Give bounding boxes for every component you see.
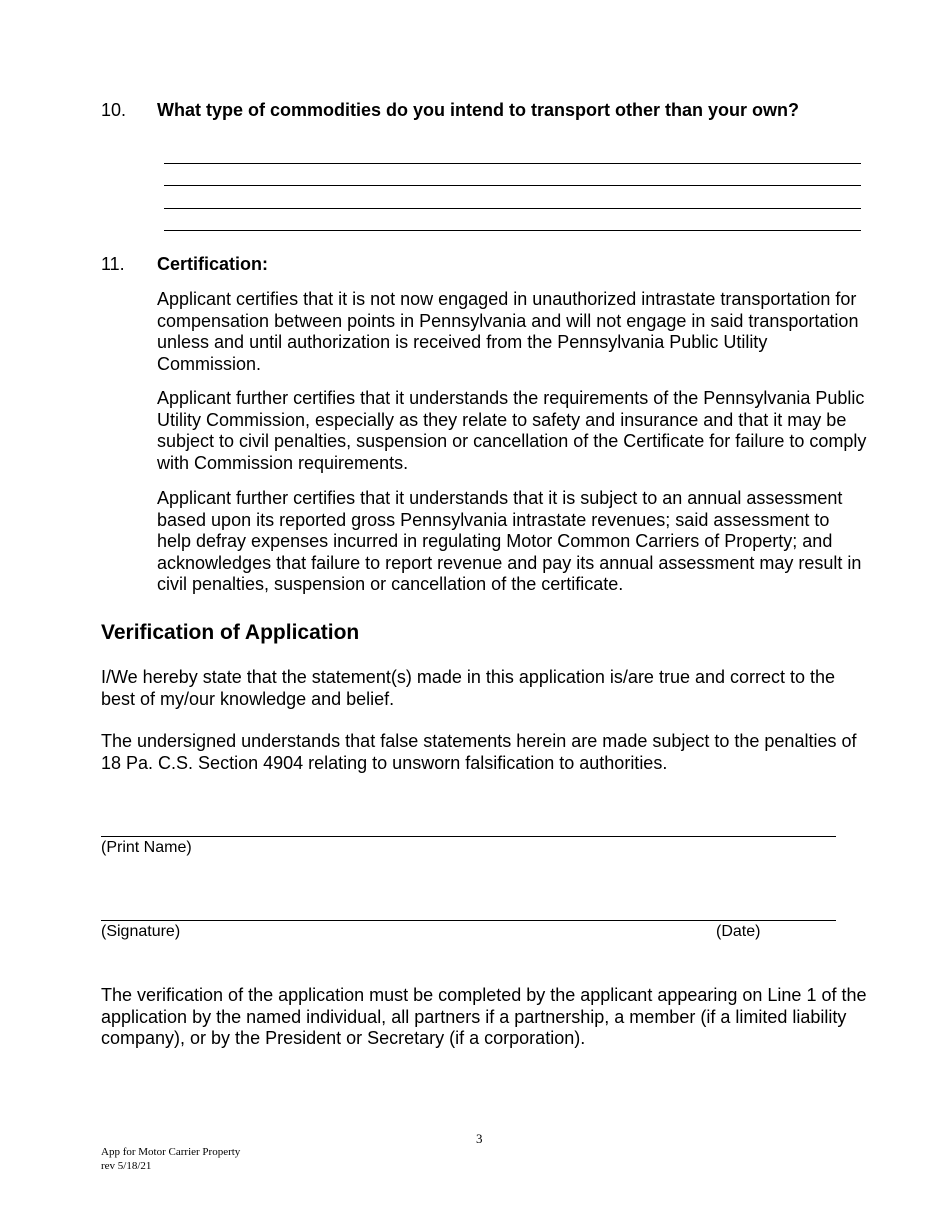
question-10-number: 10. xyxy=(101,100,127,120)
commodities-answer-line-4[interactable] xyxy=(164,230,861,231)
verification-statement-1: I/We hereby state that the statement(s) made in this application is/are true and correct to the best of my/our knowledge and belief. xyxy=(101,667,836,709)
signature-line[interactable] xyxy=(101,920,836,921)
certification-paragraph-1: Applicant certifies that it is not now engaged in unauthorized intrastate transportation for compensation between points in Pennsylvania and will not engage in said transportation unless and until authorization is received from the Pennsylvania Public Utility Commission. xyxy=(157,289,859,374)
verification-heading: Verification of Application xyxy=(101,621,360,644)
commodities-answer-line-1[interactable] xyxy=(164,163,861,164)
form-name: App for Motor Carrier Property xyxy=(101,1146,241,1158)
verification-note: The verification of the application must be completed by the applicant appearing on Line 1 of the application by the named individual, all partners if a partnership, a member (if a limited liability company), or by the President or Secretary (if a corporation). xyxy=(101,985,867,1048)
page-number: 3 xyxy=(476,1131,483,1146)
commodities-answer-line-3[interactable] xyxy=(164,208,861,209)
question-10-text: What type of commodities do you intend to transport other than your own? xyxy=(157,100,799,120)
certification-paragraph-2: Applicant further certifies that it understands the requirements of the Pennsylvania Public Utility Commission, especially as they relate to safety and insurance and that it may be subject to civil penalties, suspension or cancellation of the Certificate for failure to comply with Commission requirements. xyxy=(157,388,867,473)
print-name-label: (Print Name) xyxy=(101,839,192,856)
certification-paragraph-3: Applicant further certifies that it understands that it is subject to an annual assessment based upon its reported gross Pennsylvania intrastate revenues; said assessment to help defray expenses incurred in regulating Motor Common Carriers of Property; and acknowledges that failure to report revenue and pay its annual assessment may result in civil penalties, suspension or cancellation of the certificate. xyxy=(157,488,862,594)
print-name-line[interactable] xyxy=(101,836,836,837)
verification-statement-2: The undersigned understands that false statements herein are made subject to the penalties of 18 Pa. C.S. Section 4904 relating to unsworn falsification to authorities. xyxy=(101,731,857,773)
date-label: (Date) xyxy=(716,923,761,940)
commodities-answer-line-2[interactable] xyxy=(164,185,861,186)
form-revision: rev 5/18/21 xyxy=(101,1160,152,1172)
signature-label: (Signature) xyxy=(101,923,181,940)
certification-title: Certification: xyxy=(157,254,269,274)
question-11-number: 11. xyxy=(101,254,125,274)
